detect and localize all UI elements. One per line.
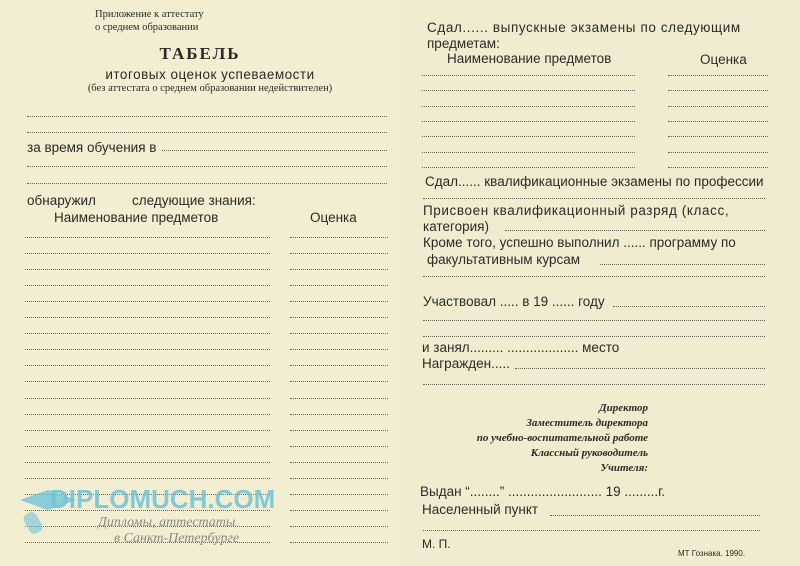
stamp-place: М. П.: [422, 537, 451, 551]
appendix-line1: Приложение к аттестату: [95, 9, 204, 20]
right-page: [400, 0, 800, 566]
watermark-line2: в Санкт-Петербурге: [114, 531, 240, 546]
subject-field[interactable]: [422, 121, 635, 122]
validity-note: (без аттестата о среднем образовании недействителен): [87, 83, 333, 94]
qual-exams-label: Сдал...... квалификационные экзамены по профессии: [425, 174, 764, 189]
exams-line1: Сдал...... выпускные экзамены по следующим: [427, 20, 741, 35]
fill-line[interactable]: [27, 132, 387, 133]
subject-field[interactable]: [25, 237, 270, 238]
grade-field[interactable]: [290, 269, 388, 270]
locality-field[interactable]: [550, 515, 760, 516]
courses-field[interactable]: [600, 264, 765, 265]
extra-line1: Кроме того, успешно выполнил ...... программу по: [423, 235, 736, 250]
participated-label: Участвовал ..... в 19 ...... году: [423, 294, 605, 309]
grade-field[interactable]: [668, 152, 768, 153]
watermark-line1: Дипломы, аттестаты: [98, 515, 236, 530]
subject-field[interactable]: [25, 285, 270, 286]
subject-field[interactable]: [25, 301, 270, 302]
subject-field[interactable]: [422, 167, 635, 168]
signature-teachers: Учителя:: [600, 462, 648, 474]
col-subject-header: Наименование предметов: [447, 51, 612, 66]
grade-field[interactable]: [290, 478, 388, 479]
subject-field[interactable]: [422, 136, 635, 137]
subject-field[interactable]: [25, 317, 270, 318]
grade-field[interactable]: [668, 75, 768, 76]
subject-field[interactable]: [25, 414, 270, 415]
fill-line[interactable]: [423, 276, 765, 277]
subject-field[interactable]: [25, 446, 270, 447]
fill-line[interactable]: [27, 116, 387, 117]
qual-rank-line2: категория): [423, 219, 489, 234]
grade-field[interactable]: [290, 333, 388, 334]
grade-field[interactable]: [290, 398, 388, 399]
grade-field[interactable]: [290, 365, 388, 366]
subtitle: итоговых оценок успеваемости: [105, 67, 315, 82]
subject-field[interactable]: [25, 269, 270, 270]
award-field[interactable]: [515, 368, 765, 369]
grade-field[interactable]: [290, 253, 388, 254]
grade-field[interactable]: [668, 136, 768, 137]
grade-field[interactable]: [290, 237, 388, 238]
subject-field[interactable]: [25, 462, 270, 463]
exams-line2: предметам:: [427, 36, 500, 51]
printer-mark: МТ Гознака. 1990.: [678, 549, 746, 558]
appendix-line2: о среднем образовании: [95, 22, 199, 33]
signature-director: Директор: [599, 402, 648, 414]
col-grade-header: Оценка: [700, 52, 747, 67]
grade-field[interactable]: [290, 510, 388, 511]
extra-line2: факультативным курсам: [427, 252, 581, 267]
fill-line[interactable]: [423, 320, 765, 321]
col-grade-header: Оценка: [310, 210, 357, 225]
qual-rank-line1: Присвоен квалификационный разряд (класс,: [423, 203, 730, 218]
grade-field[interactable]: [290, 494, 388, 495]
issued-label: Выдан “........” ......................... 19 .........г.: [420, 484, 666, 499]
school-field[interactable]: [162, 150, 387, 151]
col-subject-header: Наименование предметов: [54, 210, 219, 225]
grade-field[interactable]: [290, 301, 388, 302]
grade-field[interactable]: [290, 462, 388, 463]
grade-field[interactable]: [668, 167, 768, 168]
profession-field[interactable]: [423, 198, 765, 199]
qual-rank-field[interactable]: [505, 230, 765, 231]
grade-field[interactable]: [290, 446, 388, 447]
knowledge-label: следующие знания:: [132, 193, 256, 208]
signature-deputy-dept: по учебно-воспитательной работе: [476, 432, 648, 444]
grade-field[interactable]: [668, 121, 768, 122]
found-label: обнаружил: [27, 193, 96, 208]
subject-field[interactable]: [25, 478, 270, 479]
place-label: и занял......... ................... место: [422, 340, 620, 355]
subject-field[interactable]: [25, 430, 270, 431]
fill-line[interactable]: [27, 166, 387, 167]
participation-field[interactable]: [613, 306, 765, 307]
grade-field[interactable]: [668, 106, 768, 107]
subject-field[interactable]: [422, 106, 635, 107]
subject-field[interactable]: [25, 365, 270, 366]
locality-label: Населенный пункт: [422, 502, 539, 517]
grade-field[interactable]: [290, 285, 388, 286]
watermark-brand: DIPLOMUCH.COM: [50, 484, 276, 514]
fill-line[interactable]: [27, 183, 387, 184]
grade-field[interactable]: [290, 430, 388, 431]
signature-class-teacher: Классный руководитель: [530, 447, 648, 459]
fill-line[interactable]: [423, 384, 765, 385]
grade-field[interactable]: [668, 90, 768, 91]
study-label: за время обучения в: [27, 140, 157, 155]
awarded-label: Награжден.....: [422, 356, 510, 371]
grade-field[interactable]: [290, 317, 388, 318]
subject-field[interactable]: [422, 75, 635, 76]
grade-field[interactable]: [290, 526, 388, 527]
fill-line[interactable]: [423, 336, 765, 337]
grade-field[interactable]: [290, 381, 388, 382]
subject-field[interactable]: [25, 381, 270, 382]
subject-field[interactable]: [422, 90, 635, 91]
subject-field[interactable]: [25, 398, 270, 399]
page-title: ТАБЕЛЬ: [159, 44, 241, 63]
grade-field[interactable]: [290, 542, 388, 543]
signature-deputy: Заместитель директора: [526, 417, 648, 429]
fill-line[interactable]: [423, 530, 760, 531]
subject-field[interactable]: [25, 349, 270, 350]
grade-field[interactable]: [290, 349, 388, 350]
subject-field[interactable]: [422, 152, 635, 153]
subject-field[interactable]: [25, 333, 270, 334]
subject-field[interactable]: [25, 253, 270, 254]
grade-field[interactable]: [290, 414, 388, 415]
